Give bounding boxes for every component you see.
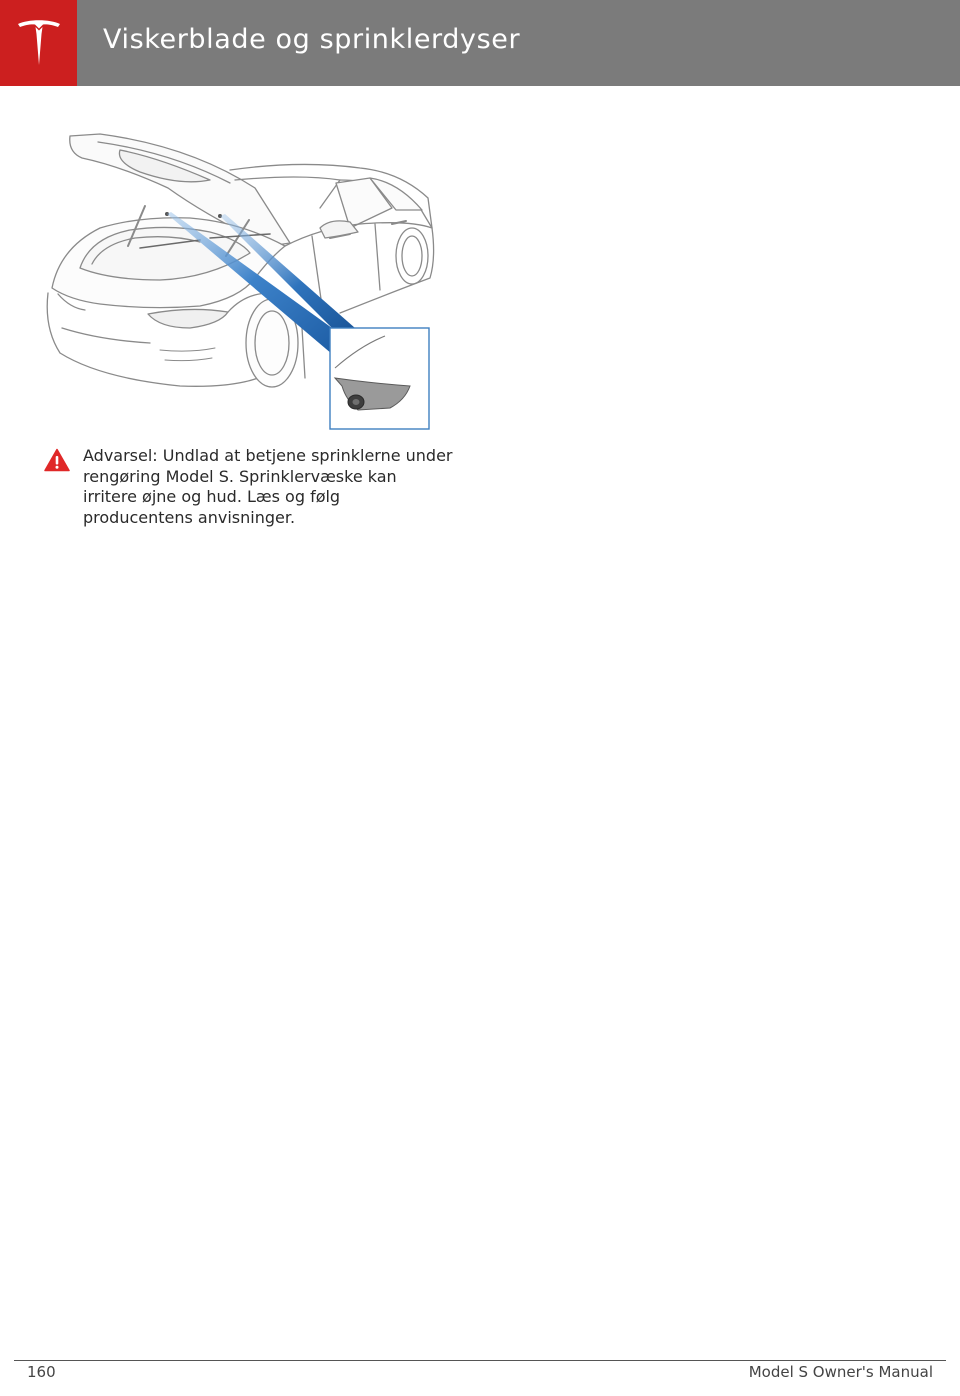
car-washer-nozzle-illustration	[40, 128, 440, 433]
page-header	[0, 0, 960, 86]
warning-text: Advarsel: Undlad at betjene sprinklerne under rengøring Model S. Sprinklervæske kan irritere øjne og hud. Læs og følg producentens anvisninger.	[83, 446, 453, 527]
page-title: Viskerblade og sprinklerdyser	[103, 24, 521, 55]
nozzle-detail-inset	[330, 328, 429, 429]
tesla-logo-icon	[16, 18, 62, 68]
warning-triangle-icon	[44, 448, 70, 472]
logo-box	[0, 0, 77, 86]
page-number: 160	[27, 1363, 56, 1381]
manual-name: Model S Owner's Manual	[748, 1363, 933, 1381]
footer-divider	[14, 1360, 946, 1361]
